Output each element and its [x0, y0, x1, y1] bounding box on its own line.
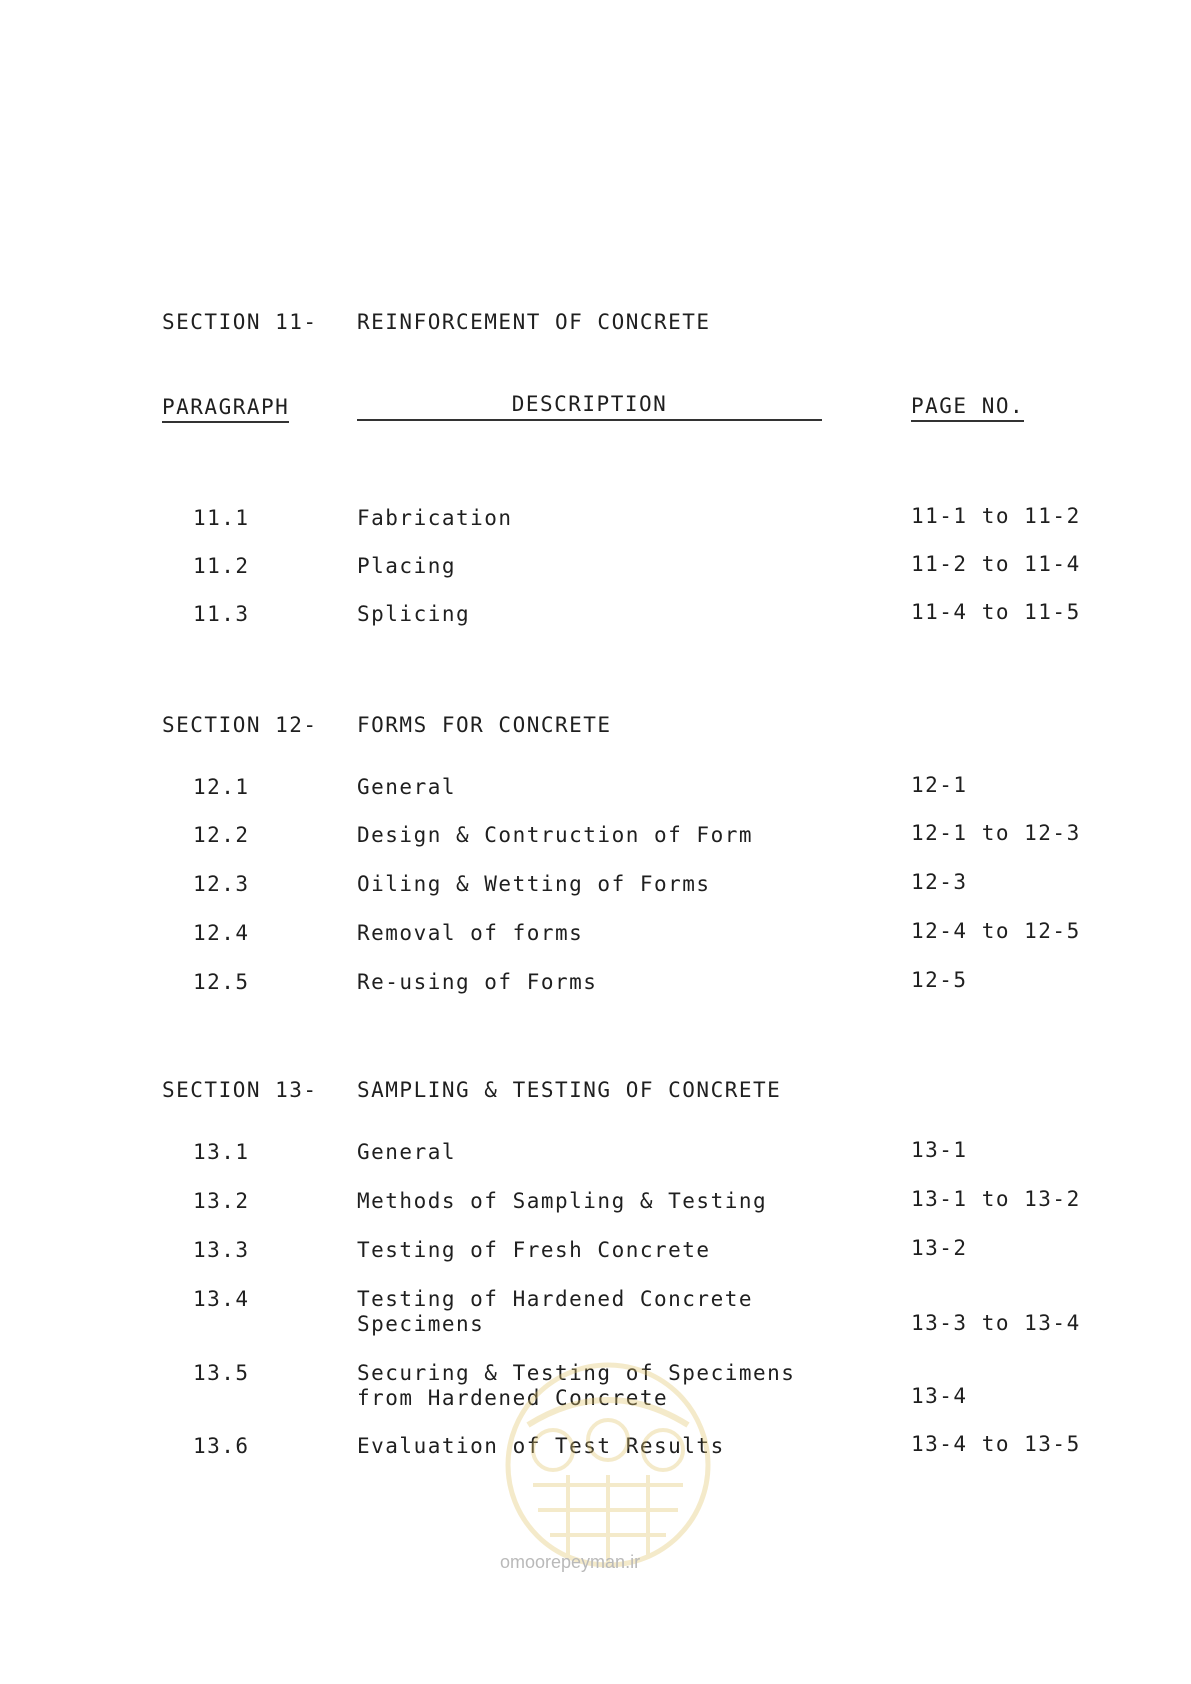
header-paragraph: PARAGRAPH [162, 395, 289, 423]
row-desc: Design & Contruction of Form [357, 823, 754, 847]
row-para: 12.3 [193, 872, 250, 896]
row-desc: General [357, 1140, 457, 1164]
row-desc-line2: from Hardened Concrete [357, 1386, 669, 1410]
row-para: 11.3 [193, 602, 250, 626]
row-page: 13-2 [911, 1236, 968, 1260]
row-page: 12-5 [911, 968, 968, 992]
row-desc: Testing of Hardened Concrete [357, 1287, 754, 1311]
watermark-url: omoorepeyman.ir [500, 1552, 641, 1572]
section-13-label: SECTION 13- [162, 1078, 318, 1102]
row-desc-line2: Specimens [357, 1312, 485, 1336]
row-desc: Re-using of Forms [357, 970, 598, 994]
header-page-no: PAGE NO. [911, 394, 1024, 422]
header-description: DESCRIPTION [357, 392, 822, 421]
row-page: 13-3 to 13-4 [911, 1311, 1081, 1335]
row-page: 13-1 to 13-2 [911, 1187, 1081, 1211]
row-page: 13-4 to 13-5 [911, 1432, 1081, 1456]
watermark-logo [488, 1355, 728, 1575]
row-para: 13.5 [193, 1361, 250, 1385]
row-page: 13-1 [911, 1138, 968, 1162]
row-para: 13.4 [193, 1287, 250, 1311]
row-para: 13.6 [193, 1434, 250, 1458]
row-page: 12-1 to 12-3 [911, 821, 1081, 845]
row-para: 13.2 [193, 1189, 250, 1213]
row-desc: Securing & Testing of Specimens [357, 1361, 796, 1385]
row-para: 11.2 [193, 554, 250, 578]
row-desc: Fabrication [357, 506, 513, 530]
row-para: 11.1 [193, 506, 250, 530]
section-11-label: SECTION 11- [162, 310, 318, 334]
row-desc: General [357, 775, 457, 799]
section-13-title: SAMPLING & TESTING OF CONCRETE [357, 1078, 782, 1102]
row-desc: Evaluation of Test Results [357, 1434, 725, 1458]
row-desc: Oiling & Wetting of Forms [357, 872, 711, 896]
section-12-label: SECTION 12- [162, 713, 318, 737]
row-page: 11-2 to 11-4 [911, 552, 1081, 576]
row-page: 13-4 [911, 1384, 968, 1408]
row-page: 12-4 to 12-5 [911, 919, 1081, 943]
row-desc: Removal of forms [357, 921, 584, 945]
row-desc: Methods of Sampling & Testing [357, 1189, 768, 1213]
row-page: 11-1 to 11-2 [911, 504, 1081, 528]
row-para: 12.2 [193, 823, 250, 847]
row-para: 12.5 [193, 970, 250, 994]
section-11-title: REINFORCEMENT OF CONCRETE [357, 310, 711, 334]
watermark-seal-icon [488, 1355, 728, 1575]
row-page: 12-3 [911, 870, 968, 894]
row-para: 13.1 [193, 1140, 250, 1164]
row-desc: Testing of Fresh Concrete [357, 1238, 711, 1262]
row-para: 12.4 [193, 921, 250, 945]
row-desc: Splicing [357, 602, 471, 626]
section-12-title: FORMS FOR CONCRETE [357, 713, 612, 737]
row-desc: Placing [357, 554, 457, 578]
row-page: 11-4 to 11-5 [911, 600, 1081, 624]
row-para: 12.1 [193, 775, 250, 799]
row-para: 13.3 [193, 1238, 250, 1262]
row-page: 12-1 [911, 773, 968, 797]
